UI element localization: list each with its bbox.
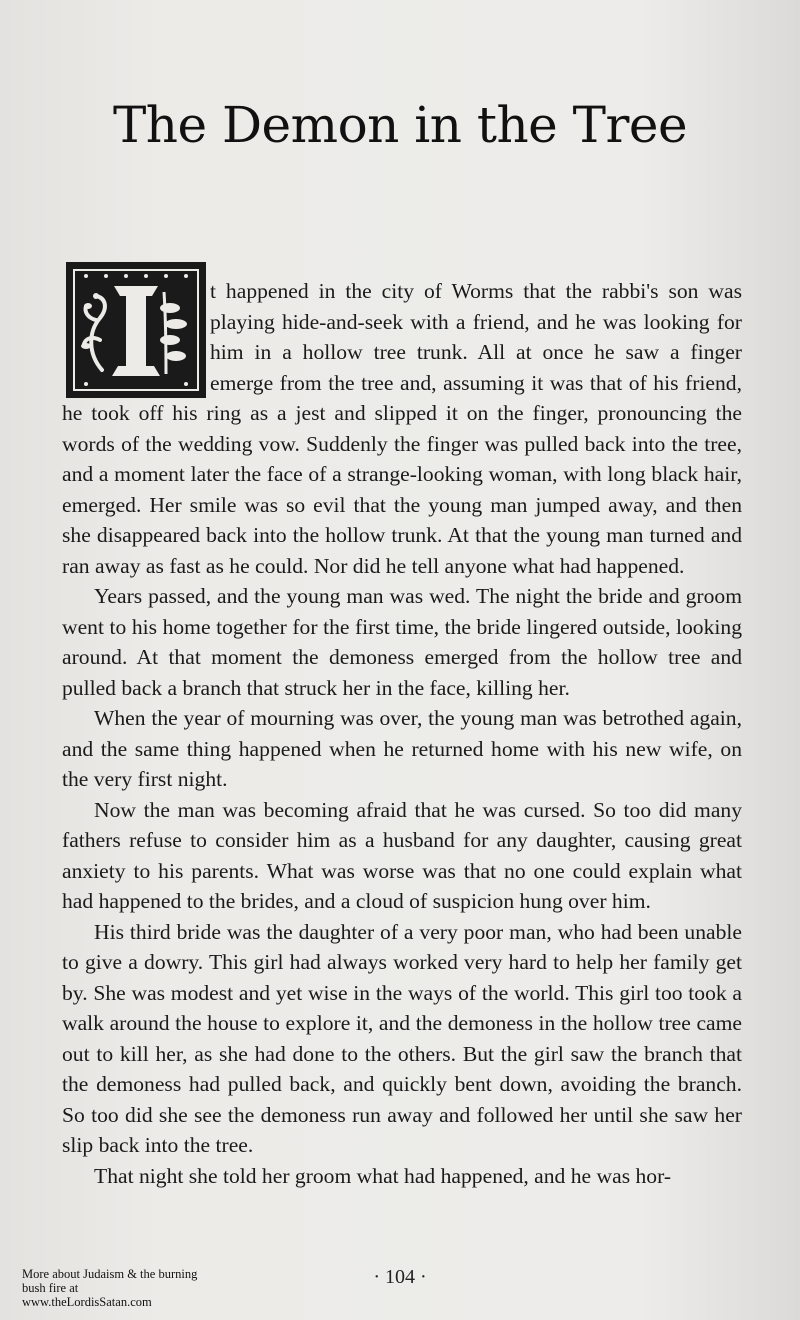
paragraph-6: That night she told her groom what had happened, and he was hor- xyxy=(94,1163,672,1188)
paragraph-1-text: t happened in the city of Worms that the rabbi's son was playing hide-and-seek with a friend, and he was looking for him in a hollow tree trunk. All at once he saw a finger emerge from the tree and, assuming it was that of his friend, he took off his ring as a jest and slipped it on the finger, pronouncing the words of the wedding vow. Suddenly the finger was pulled back into the tree, and a moment later the face of a strange-looking woman, with long black hair, emerged. Her smile was so evil that the young man jumped away, and then she disappeared back into the hollow trunk. At that the young man turned and ran away as fast as he could. Nor did he tell anyone what had happened. xyxy=(62,279,742,578)
story-text xyxy=(62,276,742,1191)
paragraph-4: Now the man was becoming afraid that he was cursed. So too did many fathers refuse to consider him as a husband for any daughter, causing great anxiety to his parents. What was worse was that no one could explain what had happened to the brides, and a cloud of suspicion hung over him. xyxy=(62,797,742,913)
paragraph-5: His third bride was the daughter of a very poor man, who had been unable to give a dowry. This girl had always worked very hard to help her family get by. She was modest and yet wise in the ways of the world. This girl too took a walk around the house to explore it, and the demoness in the hollow tree came out to kill her, as she had done to the others. But the girl saw the branch that the demoness had pulled back, and quickly bent down, avoiding the branch. So too did she see the demoness run away and followed her until she saw her slip back into the tree. xyxy=(62,919,742,1157)
paragraph-3: When the year of mourning was over, the young man was betrothed again, and the same thing happened when he returned home with his new wife, on the very first night. xyxy=(62,706,742,791)
paragraph-2: Years passed, and the young man was wed. The night the bride and groom went to his home together for the first time, the bride lingered outside, looking around. At that moment the demoness emerged from the hollow tree and pulled back a branch that struck her in the face, killing her. xyxy=(62,584,742,700)
page-title: The Demon in the Tree xyxy=(112,96,688,154)
paragraph-1 xyxy=(62,276,742,581)
source-footnote: More about Judaism & the burning bush fire at www.theLordisSatan.com xyxy=(22,1267,198,1309)
page-number: · 104 · xyxy=(373,1266,427,1288)
drop-cap-space xyxy=(62,276,210,396)
